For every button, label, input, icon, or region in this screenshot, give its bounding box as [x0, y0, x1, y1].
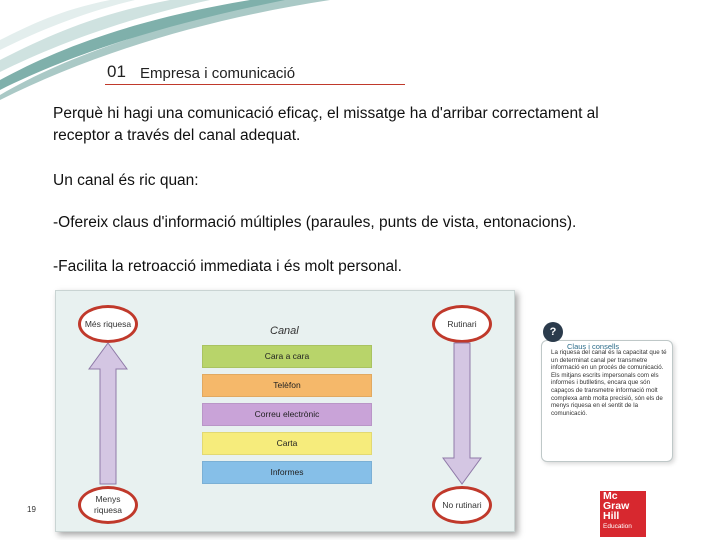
channel-band: Correu electrònic [202, 403, 372, 426]
chapter-number: 01 [107, 62, 126, 81]
tips-bubble-icon: ? [543, 322, 563, 342]
canal-title: Canal [270, 325, 299, 337]
chapter-header [105, 62, 405, 85]
paragraph-intro: Perquè hi hagi una comunicació eficaç, el missatge ha d'arribar correctament al receptor a través del canal adequat. [53, 105, 599, 144]
paragraph-point-2: -Facilita la retroacció immediata i és molt personal. [53, 258, 402, 275]
channel-band: Cara a cara [202, 345, 372, 368]
keyword-canal: canal [198, 127, 236, 144]
more-richness-label: Més riquesa [78, 305, 138, 343]
routine-label: Rutinari [432, 305, 492, 343]
chapter-title: Empresa i comunicació [140, 65, 296, 82]
channel-band: Carta [202, 432, 372, 455]
tips-heading: Claus i consells [567, 342, 620, 351]
tips-text: La riquesa del canal és la capacitat que té un determinat canal per transmetre informació en un procés de comunicació. Els mitjans escrits impersonals com els informes i butlletins, encara que són capaços de transmetre informació molt complexa amb molta precisió, són els de menys riquesa en el sentit de la comunicació. [551, 349, 667, 417]
channel-band: Informes [202, 461, 372, 484]
channel-band: Telèfon [202, 374, 372, 397]
page-number: 19 [27, 505, 36, 514]
mcgraw-hill-logo: Mc Graw Hill Education [600, 491, 646, 537]
channel-richness-figure [55, 290, 515, 532]
decorative-swoosh [0, 0, 330, 100]
paragraph-rich-channel: Un canal és ric quan: [53, 172, 199, 189]
tips-box [541, 340, 673, 462]
up-arrow-icon [87, 341, 129, 486]
paragraph-point-1: -Ofereix claus d'informació múltiples (paraules, punts de vista, entonacions). [53, 214, 577, 231]
down-arrow-icon [441, 341, 483, 486]
non-routine-label: No rutinari [432, 486, 492, 524]
less-richness-label: Menys riquesa [78, 486, 138, 524]
